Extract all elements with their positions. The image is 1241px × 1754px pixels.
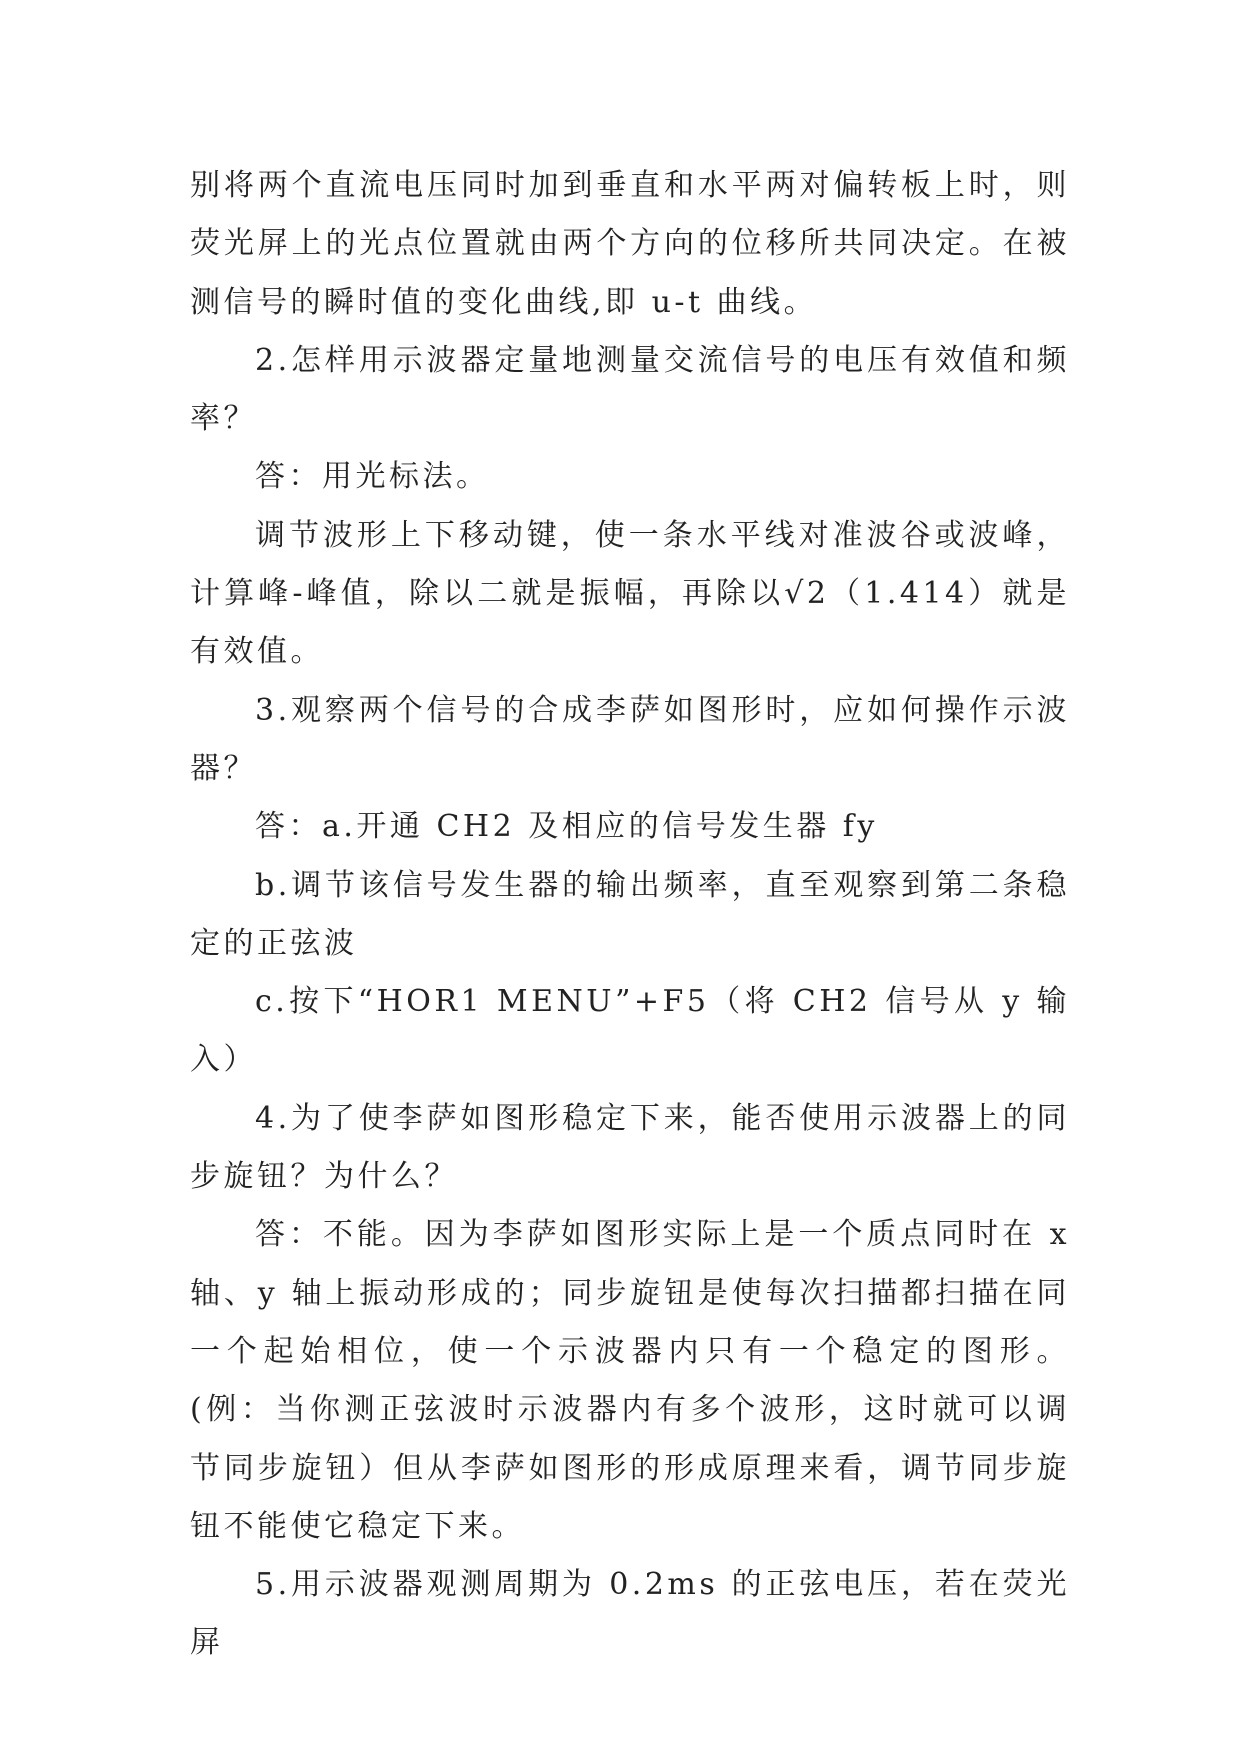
question-3: 3.观察两个信号的合成李萨如图形时，应如何操作示波器？ [190, 692, 1070, 786]
body-text [190, 157, 1070, 1673]
answer-3-step-b: b.调节该信号发生器的输出频率，直至观察到第二条稳定的正弦波 [190, 867, 1070, 961]
question-5: 5.用示波器观测周期为 0.2ms 的正弦电压，若在荧光屏 [190, 1567, 1070, 1661]
paragraph-continuation: 别将两个直流电压同时加到垂直和水平两对偏转板上时，则荧光屏上的光点位置就由两个方向的位移所共同决定。在被测信号的瞬时值的变化曲线,即 u-t 曲线。 [190, 168, 1070, 320]
answer-2-detail: 调节波形上下移动键，使一条水平线对准波谷或波峰，计算峰-峰值，除以二就是振幅，再除以√2（1.414）就是有效值。 [190, 517, 1070, 670]
answer-4: 答：不能。因为李萨如图形实际上是一个质点同时在 x 轴、y 轴上振动形成的；同步旋钮是使每次扫描都扫描在同一个起始相位，使一个示波器内只有一个稳定的图形。(例：当你测正弦波时示波器内有多个波形，这时就可以调节同步旋钮）但从李萨如图形的形成原理来看，调节同步旋钮不能使它稳定下来。 [190, 1217, 1070, 1544]
answer-3-step-a: 答：a.开通 CH2 及相应的信号发生器 fy [255, 809, 878, 845]
answer-2: 答：用光标法。 [255, 459, 490, 495]
question-2: 2.怎样用示波器定量地测量交流信号的电压有效值和频率？ [190, 342, 1070, 437]
answer-3-step-c: c.按下“HOR1 MENU”+F5（将 CH2 信号从 y 输入） [190, 984, 1070, 1078]
question-4: 4.为了使李萨如图形稳定下来，能否使用示波器上的同步旋钮？为什么？ [190, 1100, 1070, 1195]
